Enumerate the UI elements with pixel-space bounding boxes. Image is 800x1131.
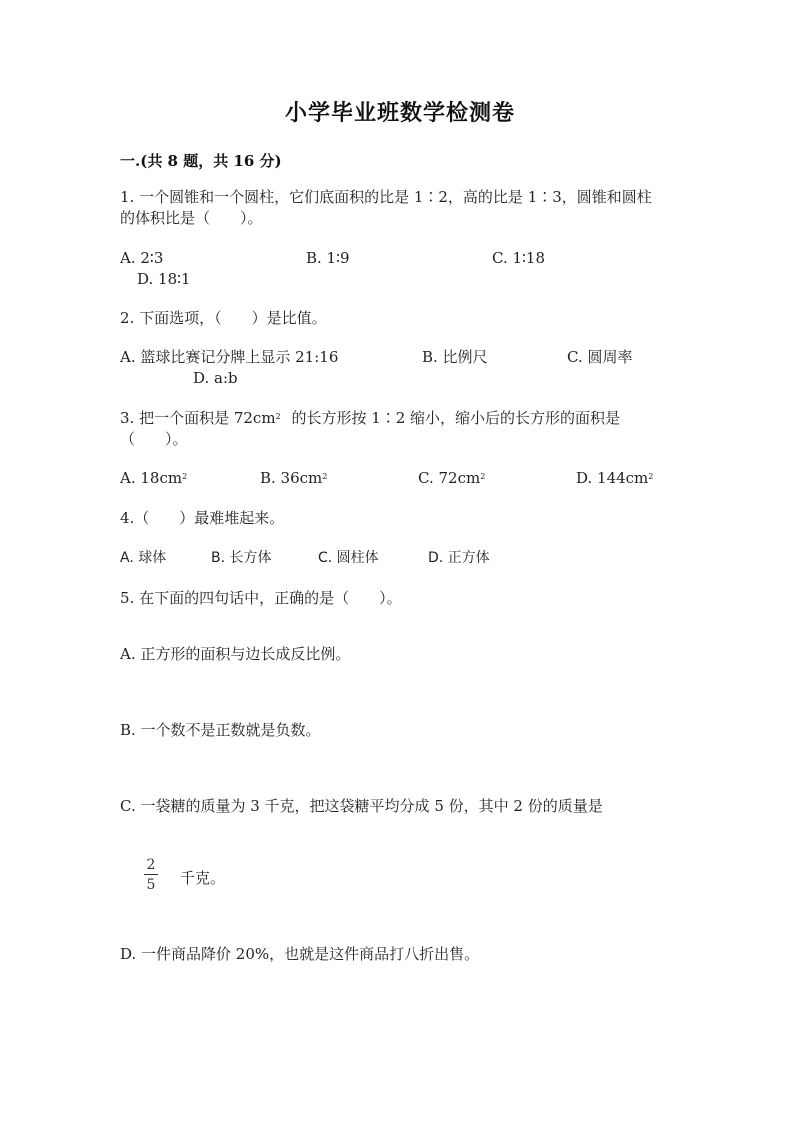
question-3-line-1 (120, 408, 620, 429)
fraction-numerator: 2 (146, 857, 156, 873)
q1-option-a[interactable]: A. 2∶3 (120, 249, 164, 267)
question-3-line-2: （ ）。 (120, 430, 188, 448)
q2-option-b[interactable]: B. 比例尺 (422, 348, 488, 366)
q3-text-b: 的长方形按 1∶2 缩小，缩小后的长方形的面积是 (291, 409, 621, 427)
page-title: 小学毕业班数学检测卷 (284, 100, 515, 126)
fraction-denominator: 5 (146, 877, 156, 893)
q3-text-a: 3. 把一个面积是 72cm (120, 409, 276, 427)
q4-option-b[interactable]: B. 长方体 (211, 550, 272, 566)
question-4-line-1: 4.（ ）最难堆起来。 (120, 509, 285, 527)
q3-option-c[interactable]: C. $72cm^2$ (418, 469, 486, 487)
q5-option-c[interactable]: C. 一袋糖的质量为 3 千克，把这袋糖平均分成 5 份，其中 2 份的质量是 (120, 797, 603, 815)
q1-option-b[interactable]: B. 1∶9 (306, 249, 350, 267)
question-2-line-1: 2. 下面选项，（ ）是比值。 (120, 309, 327, 327)
q3-option-d[interactable]: D. $144cm^2$ (576, 469, 654, 487)
fraction-two-fifths (143, 858, 159, 892)
q4-option-d[interactable]: D. 正方体 (428, 550, 490, 566)
q5-option-c-continued: 千克。 (180, 869, 226, 887)
q2-option-d[interactable]: D. a:b (193, 369, 238, 387)
q2-option-a[interactable]: A. 篮球比赛记分牌上显示 21:16 (120, 348, 339, 366)
q3-option-a[interactable]: A. $18cm^2$ (120, 469, 188, 487)
q2-option-c[interactable]: C. 圆周率 (567, 348, 633, 366)
q5-option-b[interactable]: B. 一个数不是正数就是负数。 (120, 721, 321, 739)
question-1-line-2: 的体积比是（ ）。 (120, 209, 263, 227)
question-1-line-1: 1. 一个圆锥和一个圆柱，它们底面积的比是 1∶2，高的比是 1∶3，圆锥和圆柱 (120, 188, 652, 206)
q4-option-a[interactable]: A. 球体 (120, 550, 167, 566)
q1-option-d[interactable]: D. 18∶1 (137, 270, 191, 288)
q5-option-a[interactable]: A. 正方形的面积与边长成反比例。 (120, 645, 351, 663)
q3-option-b[interactable]: B. $36cm^2$ (260, 469, 328, 487)
q4-option-c[interactable]: C. 圆柱体 (318, 550, 379, 566)
q3-square-mark: 2 (275, 412, 281, 421)
q1-option-c[interactable]: C. 1∶18 (492, 249, 546, 267)
fraction-bar (144, 874, 158, 875)
section-heading: 一.(共 8 题，共 16 分) (120, 152, 282, 170)
question-5-line-1: 5. 在下面的四句话中，正确的是（ ）。 (120, 589, 402, 607)
q5-option-d[interactable]: D. 一件商品降价 20%，也就是这件商品打八折出售。 (120, 945, 480, 963)
